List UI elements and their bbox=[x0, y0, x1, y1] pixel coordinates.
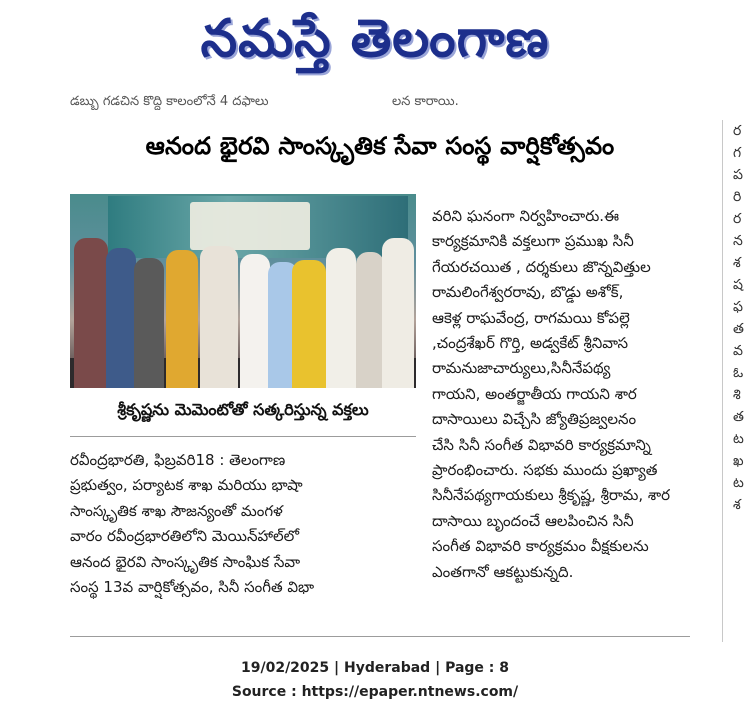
adjacent-text: ప bbox=[733, 167, 743, 183]
person bbox=[326, 248, 356, 388]
person bbox=[106, 248, 136, 388]
photo-caption: శ్రీకృష్ణను మెమెంటోతో సత్కరిస్తున్న వక్తలు bbox=[117, 399, 369, 419]
adjacent-text: త bbox=[733, 321, 744, 337]
text-line: చేసి సినీ సంగీత విభావరి కార్యక్రమాన్ని bbox=[432, 435, 651, 454]
text-line: ప్రారంభించారు. సభకు ముందు ప్రఖ్యాత bbox=[432, 461, 658, 480]
footer-source[interactable]: Source : https://epaper.ntnews.com/ bbox=[231, 684, 519, 700]
headline: ఆనంద భైరవి సాంస్కృతిక సేవా సంస్థ వార్షికోత్సవం bbox=[145, 132, 615, 160]
adjacent-article-column bbox=[722, 120, 750, 642]
person bbox=[356, 252, 384, 388]
previous-article-cutline-right: లన కారాయి. bbox=[392, 94, 459, 109]
stage-banner bbox=[190, 202, 310, 250]
adjacent-text: ర bbox=[733, 123, 742, 139]
adjacent-text: వ bbox=[733, 343, 743, 359]
adjacent-text: న bbox=[733, 233, 743, 249]
person bbox=[74, 238, 108, 388]
adjacent-text: ఫ bbox=[733, 299, 743, 315]
text-line: వరిని ఘనంగా నిర్వహించారు.ఈ bbox=[432, 207, 619, 225]
text-line: గేయరచయిత , దర్శకులు జొన్నవిత్తుల bbox=[432, 257, 651, 276]
person bbox=[166, 250, 198, 388]
adjacent-text: ఓ bbox=[733, 365, 744, 381]
footer-dateline: 19/02/2025 | Hyderabad | Page : 8 bbox=[240, 660, 510, 676]
adjacent-text: శి bbox=[733, 387, 741, 403]
adjacent-text: ష bbox=[733, 277, 743, 293]
adjacent-text: గ bbox=[733, 145, 742, 161]
text-line: కార్యక్రమానికి వక్తలుగా ప్రముఖ సినీ bbox=[432, 232, 634, 251]
article-photo bbox=[70, 194, 416, 388]
text-line: ,చంద్రశేఖర్ గొర్తి, అడ్వకేట్ శ్రీనివాస bbox=[432, 334, 629, 353]
text-line: ఆనంద భైరవి సాంస్కృతిక సాంఘిక సేవా bbox=[70, 552, 301, 571]
adjacent-text: శ bbox=[733, 497, 741, 513]
article-left-column bbox=[70, 448, 416, 600]
previous-article-cutline-left: డబ్బు గడచిన కొద్ది కాలంలోనే 4 దఫాలు bbox=[70, 94, 269, 109]
person bbox=[200, 246, 238, 388]
text-line: రవీంద్రభారతి, ఫిబ్రవరి18 : తెలంగాణ bbox=[70, 451, 286, 469]
text-line: సాంస్కృతిక శాఖ సౌజన్యంతో మంగళ bbox=[70, 501, 283, 520]
adjacent-text: శ bbox=[733, 255, 741, 271]
adjacent-text: ర bbox=[733, 211, 742, 227]
person bbox=[292, 260, 326, 388]
text-line: గాయని, అంతర్జాతీయ గాయని శార bbox=[432, 384, 637, 403]
article-right-column bbox=[432, 204, 704, 585]
article-bottom-rule bbox=[70, 636, 690, 637]
text-line: సంస్థ 13వ వార్షికోత్సవం, సినీ సంగీత విభా bbox=[70, 578, 315, 597]
adjacent-text: ట bbox=[733, 431, 744, 447]
text-line: రామలింగేశ్వరరావు, బొడ్డు అశోక్, bbox=[432, 283, 624, 302]
person bbox=[382, 238, 414, 388]
adjacent-text: ట bbox=[733, 475, 744, 491]
text-line: ఆకెళ్ల రాఘవేంద్ర, రాగమయి కోపల్లె bbox=[432, 308, 630, 327]
text-line: దాసాయిలు విచ్చేసి జ్యోతిప్రజ్వలనం bbox=[432, 410, 637, 429]
text-line: సినీనేపథ్యగాయకులు శ్రీకృష్ణ, శ్రీరామ, శార bbox=[432, 486, 671, 505]
person bbox=[134, 258, 164, 388]
adjacent-text: త bbox=[733, 409, 744, 425]
caption-rule bbox=[70, 436, 416, 437]
text-line: రామనుజాచార్యులు,సినీనేపథ్య bbox=[432, 359, 611, 378]
masthead: నమస్తే తెలంగాణ bbox=[200, 8, 550, 69]
adjacent-text: ఖ bbox=[733, 453, 744, 469]
text-line: సంగీత విభావరి కార్యక్రమం వీక్షకులను bbox=[432, 537, 649, 556]
text-line: ప్రభుత్వం, పర్యాటక శాఖ మరియు భాషా bbox=[70, 476, 303, 495]
text-line: దాసాయి బృందంచే ఆలపించిన సినీ bbox=[432, 511, 634, 530]
text-line: ఎంతగానో ఆకట్టుకున్నది. bbox=[432, 562, 574, 581]
text-line: వారం రవీంద్రభారతిలోని మెయిన్‌హాల్‌లో bbox=[70, 527, 300, 546]
person bbox=[240, 254, 270, 388]
adjacent-text: రి bbox=[733, 189, 742, 205]
